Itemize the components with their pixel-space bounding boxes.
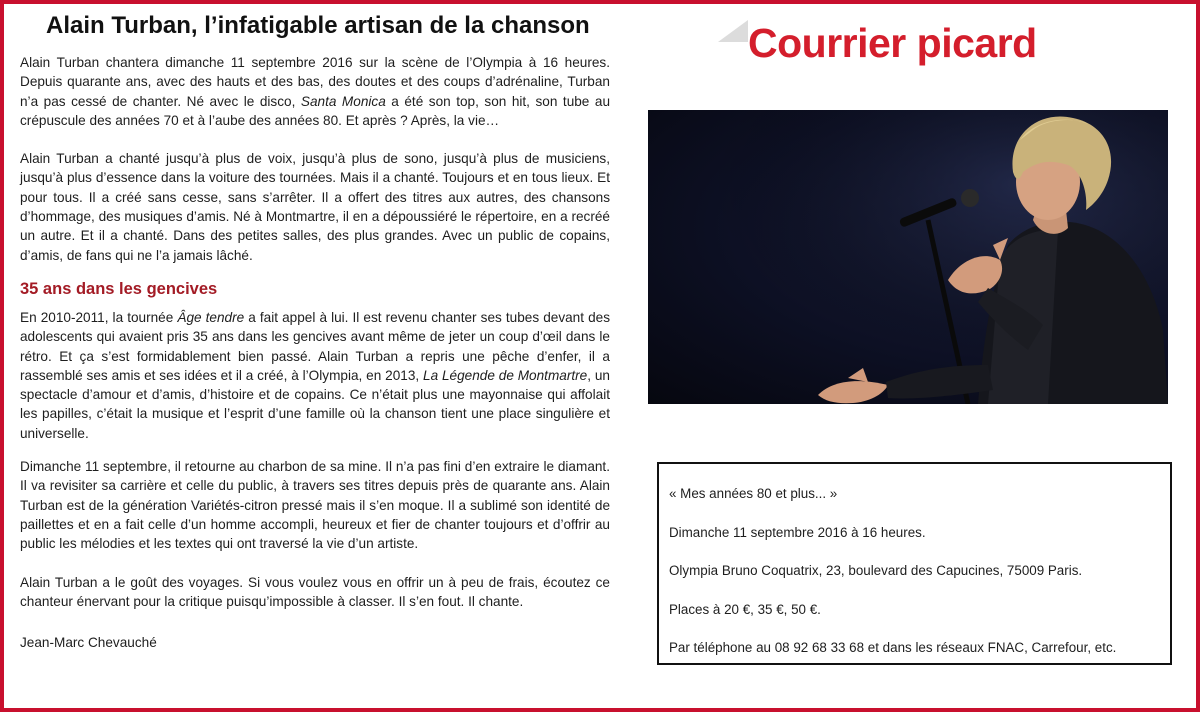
intro-paragraph: Alain Turban chantera dimanche 11 septembre 2016 sur la scène de l’Olympia à 16 heures. Depuis quarante ans, avec des hauts et des bas, des doutes et des coups d’adrénaline, Turban n’a pas cessé de chanter. Né avec le disco, Santa Monica a été son top, son hit, son tube au crépuscule des années 70 et à l’aube des années 80. Et après ? Après, la vie… [20, 55, 611, 128]
paragraph-3: En 2010-2011, la tournée Âge tendre a fait appel à lui. Il est revenu chanter ses tubes devant des adolescents qui avaient pris 35 ans dans les gencives avant même de jeter un coup d’œil dans le rétro. Et ça s’est formidablement bien passé. Alain Turban a repris une pêche d’enfer, il a rassemblé ses amis et ses idées et il a créé, à l’Olympia, en 2013, La Légende de Montmartre, un spectacle d’amour et d’amis, d’histoire et de copains. Ce n’était plus une mayonnaise qui affolait les papilles, c’était la musique et l’esprit d’une famille où la chanson tient une place singulière et universelle. [20, 309, 611, 441]
subheading: 35 ans dans les gencives [20, 279, 218, 298]
article-title: Alain Turban, l’infatigable artisan de la chanson [46, 12, 590, 39]
event-venue: Olympia Bruno Coquatrix, 23, boulevard des Capucines, 75009 Paris. [669, 563, 1083, 578]
courrier-picard-logo [712, 14, 1092, 80]
paragraph-5: Alain Turban a le goût des voyages. Si vous voulez vous en offrir un à peu de frais, écoutez ce chanteur énervant pour la critique puisqu’impossible à classer. Il s’en fout. Il chante. [20, 574, 610, 609]
paragraph-4: Dimanche 11 septembre, il retourne au charbon de sa mine. Il n’a pas fini d’en extraire le diamant. Il va revisiter sa carrière et celle du public, à travers ses titres depuis près de quarante ans. Alain Turban est de la génération Variétés-citron pressé mais il s’en moque. Il a sublimé son identité de paillettes et en a fait celle d’un homme accompli, heureux et fier de chanter toujours et d’offrir au public les mélodies et les textes qui ont traversé la vie d’un artiste. [20, 459, 610, 552]
paragraph-2: Alain Turban a chanté jusqu’à plus de voix, jusqu’à plus de sono, jusqu’à plus de musiciens, jusqu’à plus d’essence dans la voiture des tournées. Mais il a chanté. Toujours et en tous lieux. Et pour tous. Il a créé sans cesse, sans s’arrêter. Il a offert des titres aux autres, des chansons d’hommage, des musiques d’amis. Né à Montmartre, il en a dépoussiéré le répertoire, en a recréé un autre. Et il a chanté. Dans des petites salles, des plus grandes. Avec un public de copains, d’amis, de fans qui ne l’a jamais lâché. [20, 151, 610, 263]
tour-title: Âge tendre [177, 309, 245, 325]
author-byline: Jean-Marc Chevauché [20, 635, 157, 651]
event-info-box [657, 462, 1172, 665]
logo-triangle-icon [718, 20, 748, 42]
event-prices: Places à 20 €, 35 €, 50 €. [669, 601, 821, 617]
show-title: La Légende de Montmartre [423, 367, 588, 383]
singer-photo [648, 110, 1168, 404]
article [20, 10, 610, 650]
song-title: Santa Monica [300, 93, 386, 109]
event-show-title: « Mes années 80 et plus... » [669, 486, 838, 501]
logo-text: Courrier picard [748, 20, 1037, 66]
event-date: Dimanche 11 septembre 2016 à 16 heures. [669, 524, 926, 540]
event-booking: Par téléphone au 08 92 68 33 68 et dans les réseaux FNAC, Carrefour, etc. [669, 640, 1117, 655]
singer-photo-icon [648, 110, 1168, 404]
